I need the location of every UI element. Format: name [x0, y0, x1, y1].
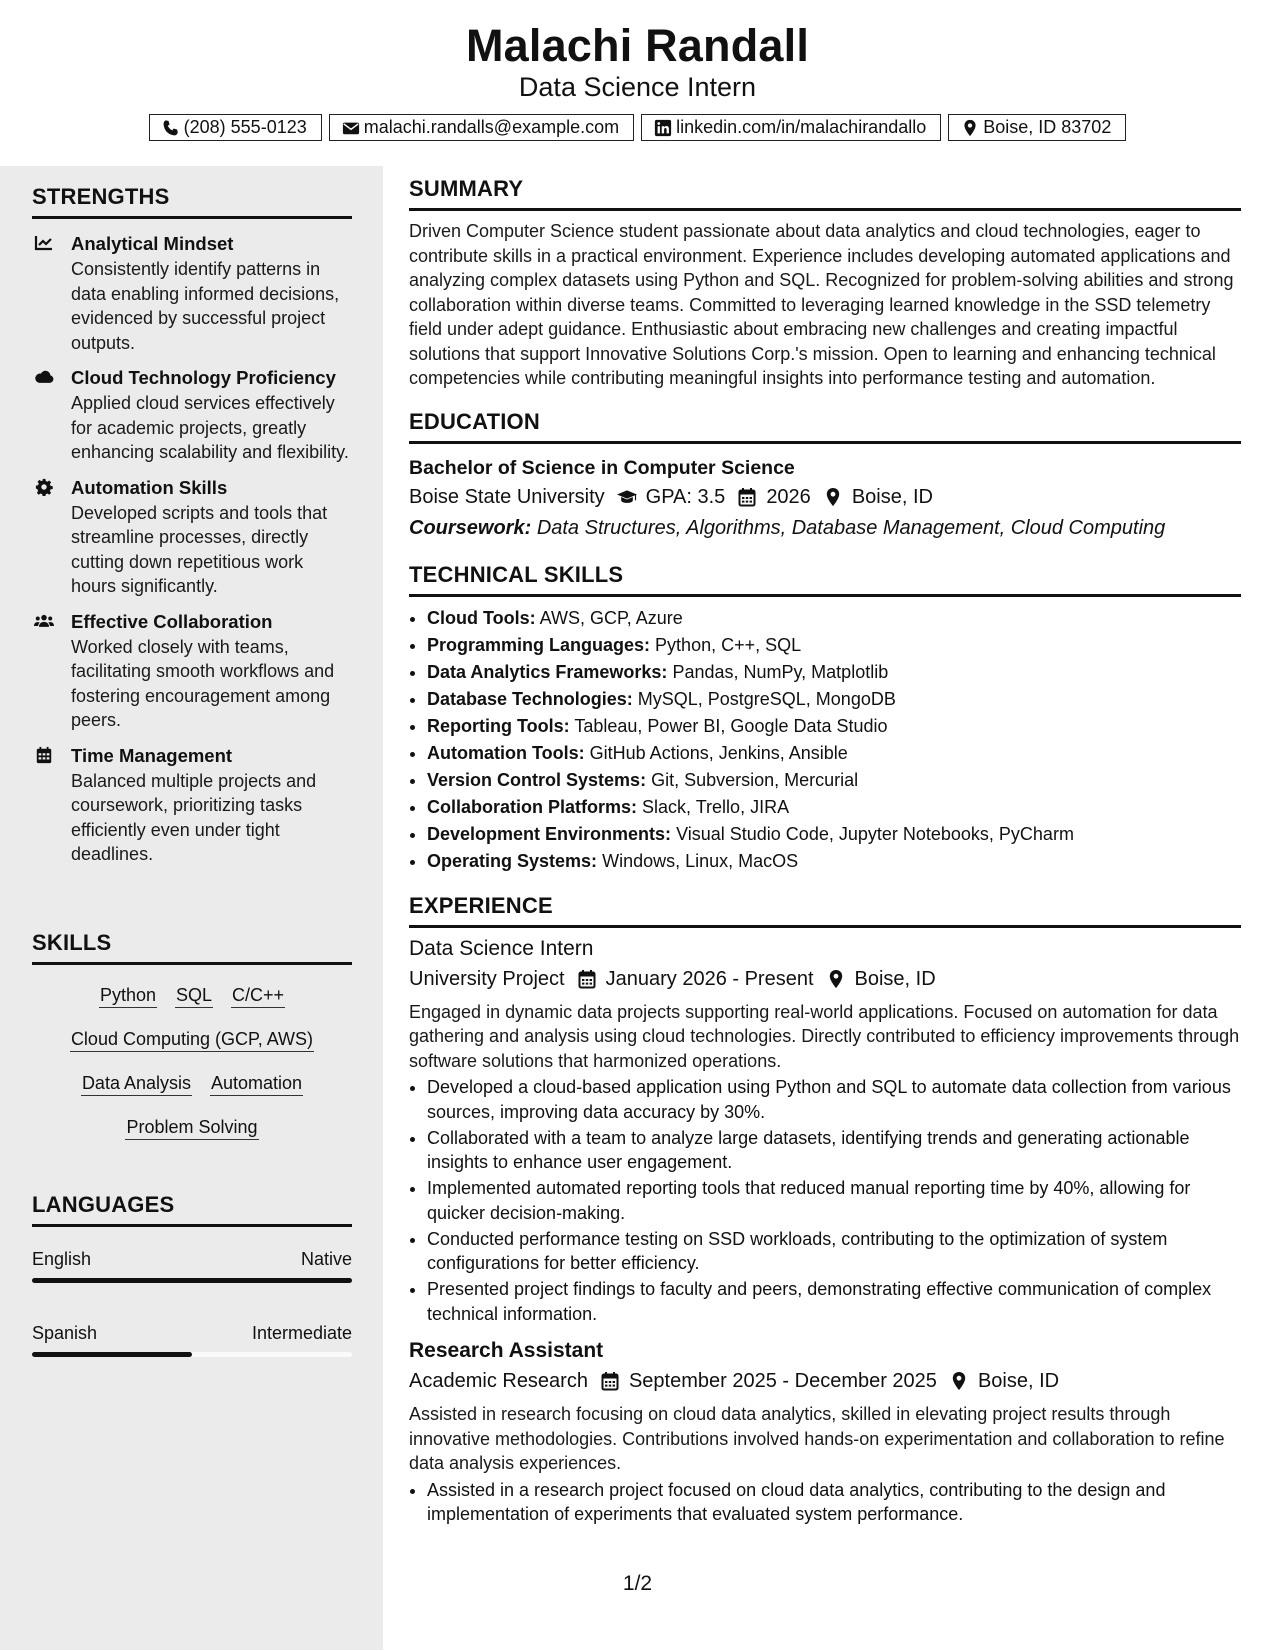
skill-category: Operating Systems: — [427, 850, 598, 871]
job-entry — [409, 934, 1241, 1327]
calendar-icon — [737, 487, 757, 507]
list-item — [427, 659, 1241, 686]
job-location: Boise, ID — [854, 967, 936, 990]
contact-email-text: malachi.randalls@example.com — [363, 117, 620, 137]
map-marker-icon — [949, 1371, 969, 1391]
school-name: Boise State University — [409, 485, 605, 508]
language-proficiency-bar — [32, 1278, 352, 1283]
skill-values: Tableau, Power BI, Google Data Studio — [574, 715, 888, 736]
list-item: • Presented project findings to faculty and peers, demonstrating effective communication of complex technical information. — [427, 1277, 1241, 1326]
language-level: Native — [300, 1249, 352, 1269]
strength-description: Developed scripts and tools that streamline processes, directly cutting down repetitious work hours significantly. — [71, 502, 328, 596]
coursework-label: Coursework: — [409, 516, 532, 539]
skills-list — [32, 983, 352, 1140]
users-icon — [34, 612, 54, 630]
skill-tag: C/C++ — [231, 983, 285, 1008]
skill-values: MySQL, PostgreSQL, MongoDB — [637, 688, 896, 709]
coursework-list: Data Structures, Algorithms, Database Management, Cloud Computing — [536, 516, 1166, 539]
map-marker-icon — [823, 487, 843, 507]
technical-skills-heading: TECHNICAL SKILLS — [409, 562, 1241, 597]
skill-values: AWS, GCP, Azure — [539, 607, 683, 628]
contact-bar — [0, 114, 1275, 141]
calendar-icon — [600, 1371, 620, 1391]
envelope-icon — [342, 119, 360, 137]
language-proficiency-bar — [32, 1352, 352, 1357]
job-meta — [409, 1366, 1241, 1396]
main-content — [409, 176, 1241, 1545]
skill-values: Python, C++, SQL — [655, 634, 802, 655]
graduation-year: 2026 — [766, 485, 811, 508]
list-item — [427, 794, 1241, 821]
list-item — [427, 821, 1241, 848]
candidate-title: Data Science Intern — [518, 72, 757, 102]
list-item — [427, 632, 1241, 659]
language-name: Spanish — [32, 1323, 98, 1343]
sidebar — [0, 166, 383, 1650]
job-dates: September 2025 - December 2025 — [628, 1370, 937, 1392]
strength-description: Applied cloud services effectively for academic projects, greatly enhancing scalability and flexibility. — [71, 393, 349, 462]
skills-heading: SKILLS — [32, 930, 352, 965]
list-item — [427, 605, 1241, 632]
job-description: Assisted in research focusing on cloud data analytics, skilled in elevating project results through innovative methodologies. Contributions involved hands-on experimentation and collaboration to refine data analysis experiences. — [409, 1404, 1225, 1473]
skill-tag: Problem Solving — [125, 1115, 258, 1140]
education-section — [409, 409, 1241, 544]
map-marker-icon — [826, 969, 846, 989]
cloud-icon — [34, 368, 54, 386]
strength-title: Time Management — [71, 744, 233, 766]
calendar-icon — [34, 746, 54, 764]
chart-line-icon — [34, 234, 54, 252]
strength-description: Balanced multiple projects and coursework, prioritizing tasks efficiently even under tight deadlines. — [71, 770, 317, 864]
map-marker-icon — [961, 119, 979, 137]
strengths-heading: STRENGTHS — [32, 184, 352, 219]
skill-category: Development Environments: — [427, 823, 672, 844]
job-entry — [409, 1336, 1241, 1527]
strengths-section — [32, 184, 352, 877]
strength-item — [32, 743, 352, 867]
skill-values: GitHub Actions, Jenkins, Ansible — [589, 742, 848, 763]
list-item: • Implemented automated reporting tools that reduced manual reporting time by 40%, allowing for quicker decision-making. — [427, 1176, 1241, 1225]
summary-section — [409, 176, 1241, 391]
job-bullets — [409, 1075, 1241, 1326]
strength-description: Worked closely with teams, facilitating smooth workflows and fostering encouragement among peers. — [71, 636, 335, 730]
strength-item — [32, 609, 352, 733]
list-item: • Assisted in a research project focused on cloud data analytics, contributing to the design and implementation of experiments that evaluated system performance. — [427, 1478, 1241, 1527]
education-heading: EDUCATION — [409, 409, 1241, 444]
experience-section — [409, 893, 1241, 1527]
contact-linkedin[interactable] — [641, 114, 941, 141]
technical-skills-section — [409, 562, 1241, 875]
language-proficiency-fill — [32, 1278, 352, 1283]
phone-icon — [162, 119, 180, 137]
graduation-cap-icon — [617, 487, 637, 507]
list-item: • Collaborated with a team to analyze large datasets, identifying trends and generating actionable insights to enhance user engagement. — [427, 1126, 1241, 1175]
strength-title: Cloud Technology Proficiency — [71, 367, 336, 388]
list-item: • Conducted performance testing on SSD workloads, contributing to the optimization of system configurations for better efficiency. — [427, 1227, 1241, 1276]
strength-title: Analytical Mindset — [71, 233, 234, 254]
skill-category: Automation Tools: — [427, 742, 585, 763]
resume-header — [0, 0, 1275, 166]
skill-values: Git, Subversion, Mercurial — [651, 769, 859, 790]
strength-item — [32, 231, 352, 355]
experience-heading: EXPERIENCE — [409, 893, 1241, 928]
technical-skills-list — [409, 605, 1241, 875]
skill-tag: Data Analysis — [81, 1071, 192, 1096]
skill-category: Database Technologies: — [427, 688, 633, 709]
list-item — [427, 848, 1241, 875]
job-description: Engaged in dynamic data projects supporting real-world applications. Focused on automation for data gathering and analysis using cloud technologies. Directly contributed to efficiency improvements through software solutions that harmonized operations. — [409, 1001, 1240, 1071]
list-item — [427, 713, 1241, 740]
job-organization: Academic Research — [409, 1370, 588, 1392]
skill-category: Data Analytics Frameworks: — [427, 661, 668, 682]
skill-tag: SQL — [175, 983, 213, 1008]
skill-tag: Python — [99, 983, 157, 1008]
language-item — [32, 1321, 352, 1357]
education-meta — [409, 482, 1241, 512]
skills-section — [32, 930, 352, 1159]
degree-title: Bachelor of Science in Computer Science — [409, 456, 795, 479]
strength-description: Consistently identify patterns in data enabling informed decisions, evidenced by successful project outputs. — [71, 259, 340, 353]
job-location: Boise, ID — [977, 1370, 1060, 1392]
list-item: • Developed a cloud-based application using Python and SQL to automate data collection from various sources, improving data accuracy by 30%. — [427, 1075, 1241, 1124]
languages-section — [32, 1192, 352, 1357]
candidate-name: Malachi Randall — [465, 20, 810, 71]
languages-heading: LANGUAGES — [32, 1192, 352, 1227]
education-location: Boise, ID — [851, 485, 933, 508]
language-item — [32, 1247, 352, 1283]
skill-category: Reporting Tools: — [427, 715, 570, 736]
skill-values: Windows, Linux, MacOS — [602, 850, 799, 871]
gpa: GPA: 3.5 — [645, 485, 726, 508]
job-title: Data Science Intern — [409, 936, 594, 960]
contact-phone[interactable] — [149, 114, 322, 141]
language-proficiency-fill — [32, 1352, 192, 1357]
contact-linkedin-text: linkedin.com/in/malachirandallo — [676, 117, 927, 137]
strength-title: Automation Skills — [71, 476, 228, 498]
summary-heading: SUMMARY — [409, 176, 1241, 211]
strength-item — [32, 365, 352, 465]
calendar-icon — [577, 969, 597, 989]
language-level: Intermediate — [251, 1323, 352, 1343]
skill-tag: Automation — [210, 1071, 303, 1096]
skill-category: Collaboration Platforms: — [427, 796, 638, 817]
strength-title: Effective Collaboration — [71, 610, 273, 632]
list-item — [427, 767, 1241, 794]
skill-category: Cloud Tools: — [427, 607, 536, 628]
job-title: Research Assistant — [409, 1339, 604, 1362]
skill-category: Programming Languages: — [427, 634, 651, 655]
summary-text: Driven Computer Science student passionate about data analytics and cloud technologies, eager to contribute skills in a practical environment. Experience includes developing automated applications and analyzing complex datasets using Python and SQL. Recognized for problem-solving abilities and strong collaboration within diverse teams. Committed to leveraging learned knowledge in the SSD telemetry field under adept guidance. Enthusiastic about embracing new challenges and creating impactful solutions that support Innovative Solutions Corp.'s mission. Open to learning and enhancing technical competencies while contributing meaningful insights into performance testing and automation. — [409, 221, 1234, 388]
gear-icon — [34, 478, 54, 496]
contact-location[interactable] — [948, 114, 1126, 141]
skill-values: Visual Studio Code, Jupyter Notebooks, PyCharm — [676, 823, 1074, 844]
linkedin-icon — [654, 119, 672, 137]
skill-tag: Cloud Computing (GCP, AWS) — [70, 1027, 314, 1052]
job-bullets — [409, 1478, 1241, 1527]
language-name: English — [32, 1249, 92, 1269]
skill-values: Pandas, NumPy, Matplotlib — [672, 661, 889, 682]
coursework — [409, 512, 1241, 544]
contact-email[interactable] — [329, 114, 634, 141]
strength-item — [32, 475, 352, 599]
skill-values: Slack, Trello, JIRA — [642, 796, 790, 817]
job-organization: University Project — [409, 967, 565, 990]
page-number: 1/2 — [622, 1572, 653, 1595]
list-item — [427, 740, 1241, 767]
job-meta — [409, 964, 1241, 994]
contact-location-text: Boise, ID 83702 — [983, 117, 1112, 137]
list-item — [427, 686, 1241, 713]
contact-phone-text: (208) 555-0123 — [183, 117, 307, 137]
job-dates: January 2026 - Present — [605, 967, 814, 990]
skill-category: Version Control Systems: — [427, 769, 647, 790]
